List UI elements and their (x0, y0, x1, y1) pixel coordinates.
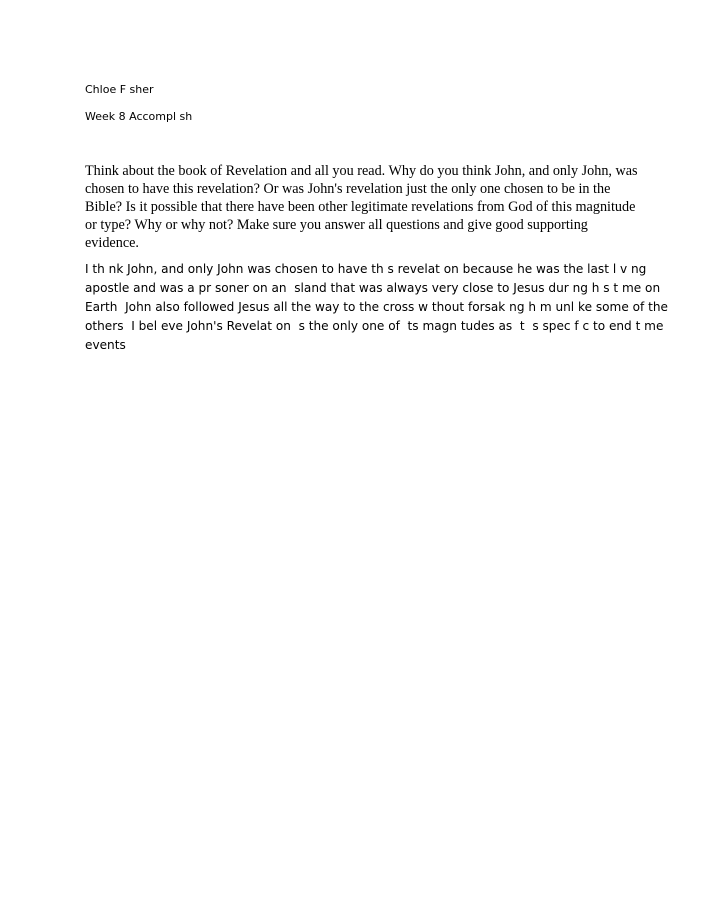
answer-line: events (85, 338, 126, 352)
assignment-title: Week 8 Accompl sh (85, 110, 193, 123)
answer-line: I th nk John, and only John was chosen to have th s revelat on because he was the last l v ng (85, 262, 647, 276)
answer-line: others I bel eve John's Revelat on s the only one of ts magn tudes as t s spec f c to end t me (85, 319, 664, 333)
answer-line: apostle and was a pr soner on an sland that was always very close to Jesus dur ng h s t me on (85, 281, 661, 295)
author-name: Chloe F sher (85, 83, 154, 96)
answer-line: Earth John also followed Jesus all the way to the cross w thout forsak ng h m unl ke some of the (85, 300, 668, 314)
question-prompt: Think about the book of Revelation and all you read. Why do you think John, and only John, was chosen to have this revelation? Or was John's revelation just the only one chosen to be in the Bible? Is it possible that there have been other legitimate revelations from God of this magnitude or type? Why or why not? Make sure you answer all questions and give good supporting evidence. (85, 163, 638, 251)
answer-paragraph (85, 260, 668, 355)
